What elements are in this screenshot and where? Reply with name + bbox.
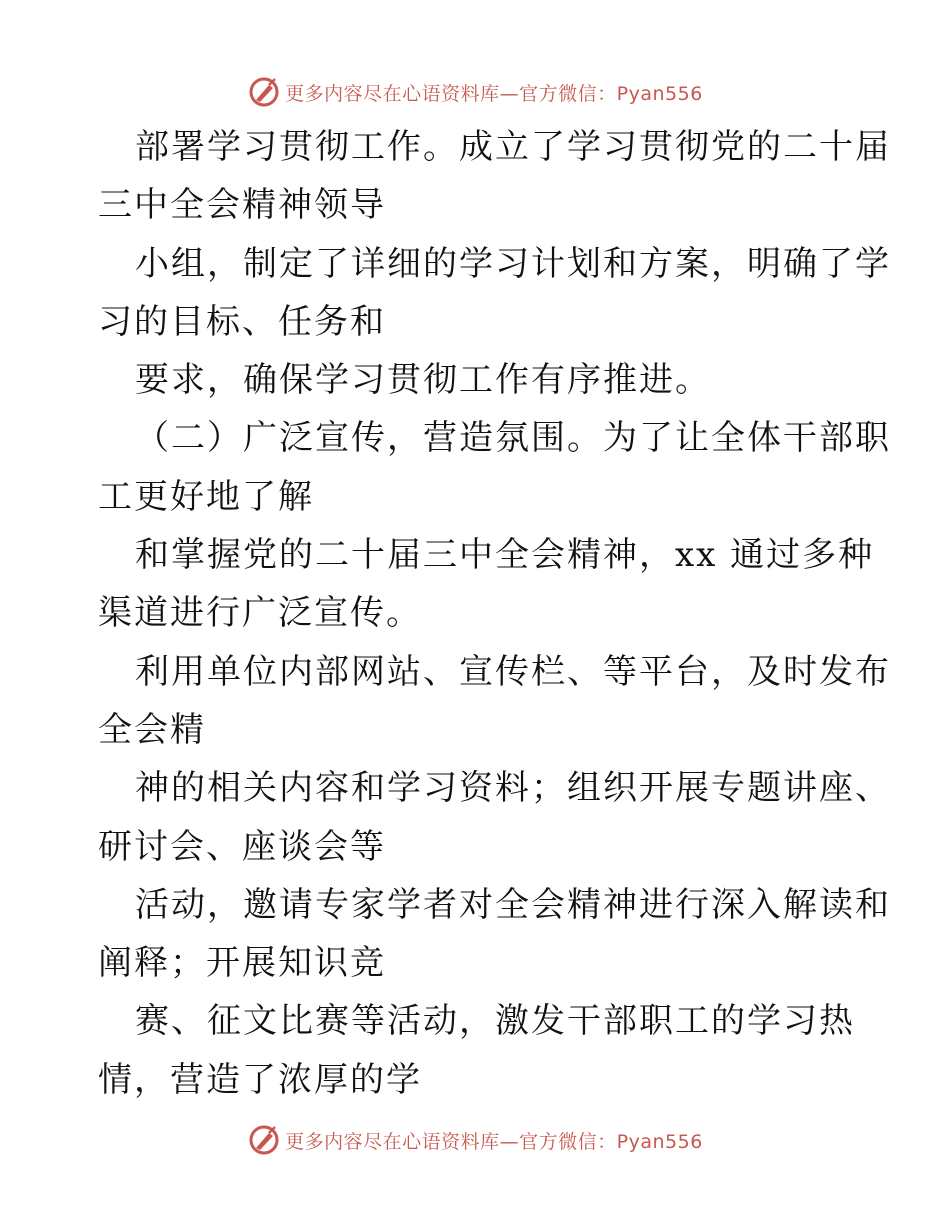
quill-seal-icon <box>247 1123 281 1157</box>
text-line: 情，营造了浓厚的学 <box>98 1059 422 1100</box>
text-line: 神的相关内容和学习资料；组织开展专题讲座、 <box>135 768 891 809</box>
text-line: 小组，制定了详细的学习计划和方案，明确了学 <box>135 243 891 284</box>
text-line: 利用单位内部网站、宣传栏、等平台，及时发布 <box>135 651 891 692</box>
quill-seal-icon <box>247 75 281 109</box>
text-line: 全会精 <box>98 709 206 750</box>
header-watermark-banner <box>0 72 950 112</box>
text-line: 阐释；开展知识竞 <box>98 943 386 984</box>
text-line: 和掌握党的二十届三中全会精神，xx 通过多种 <box>135 535 875 576</box>
text-line: 要求，确保学习贯彻工作有序推进。 <box>135 360 711 401</box>
text-line: 渠道进行广泛宣传。 <box>98 593 422 634</box>
header-watermark-text: 更多内容尽在心语资料库—官方微信：Pyan556 <box>285 82 703 105</box>
footer-watermark-text: 更多内容尽在心语资料库—官方微信：Pyan556 <box>285 1130 703 1153</box>
text-line: 工更好地了解 <box>98 476 314 517</box>
text-line: 部署学习贯彻工作。成立了学习贯彻党的二十届 <box>135 127 891 167</box>
text-line: 研讨会、座谈会等 <box>98 826 386 867</box>
text-line: （二）广泛宣传，营造氛围。为了让全体干部职 <box>135 418 891 459</box>
document-body <box>98 118 891 1109</box>
text-line: 活动，邀请专家学者对全会精神进行深入解读和 <box>135 884 891 925</box>
text-line: 三中全会精神领导 <box>98 185 386 226</box>
text-line: 习的目标、任务和 <box>98 301 386 342</box>
footer-watermark-banner <box>0 1120 950 1160</box>
text-line: 赛、征文比赛等活动，激发干部职工的学习热 <box>135 1001 855 1042</box>
